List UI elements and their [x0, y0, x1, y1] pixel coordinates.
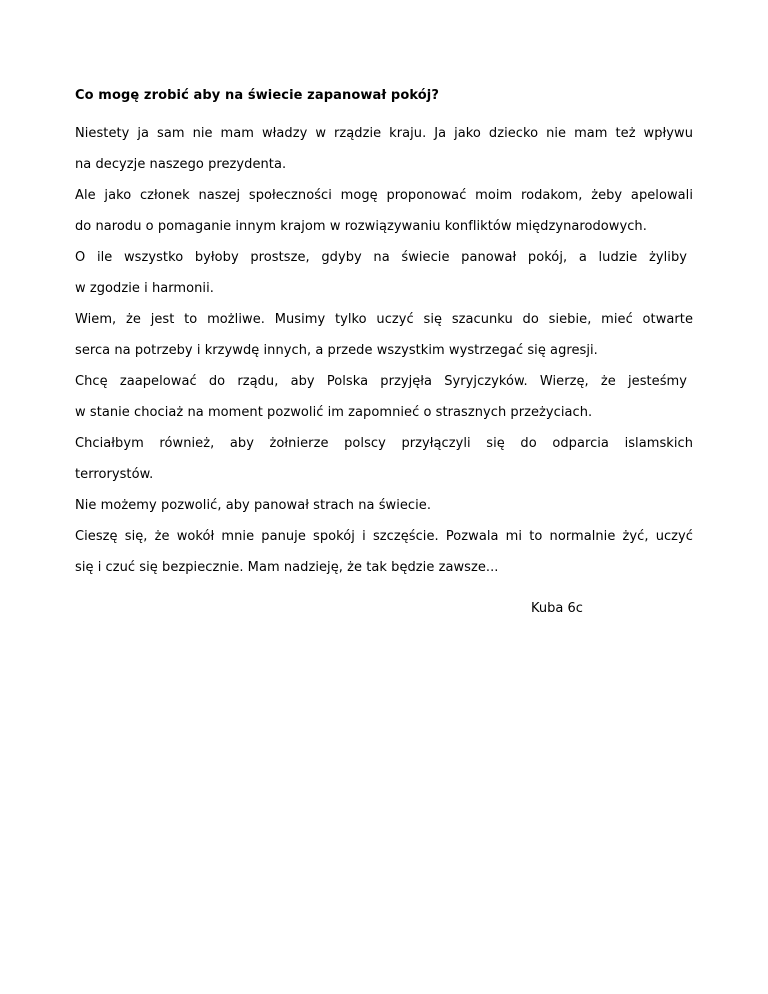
text-line: na decyzje naszego prezydenta. — [75, 157, 287, 172]
document-title: Co mogę zrobić aby na świecie zapanował pokój? — [75, 88, 439, 103]
text-line: Wiem, że jest to możliwe. Musimy tylko uczyć się szacunku do siebie, mieć otwarte — [75, 312, 693, 327]
text-line: do narodu o pomaganie innym krajom w rozwiązywaniu konfliktów międzynarodowych. — [75, 219, 647, 234]
author-signature: Kuba 6c — [531, 601, 583, 616]
text-line: Chcę zaapelować do rządu, aby Polska przyjęła Syryjczyków. Wierzę, że jesteśmy — [75, 374, 687, 389]
text-line: serca na potrzeby i krzywdę innych, a przede wszystkim wystrzegać się agresji. — [75, 343, 598, 358]
text-line: Cieszę się, że wokół mnie panuje spokój i szczęście. Pozwala mi to normalnie żyć, uczyć — [75, 529, 693, 544]
text-line: Nie możemy pozwolić, aby panował strach na świecie. — [75, 498, 432, 513]
text-line: Chciałbym również, aby żołnierze polscy przyłączyli się do odparcia islamskich — [75, 436, 693, 451]
text-line: terrorystów. — [75, 467, 154, 482]
text-line: Ale jako członek naszej społeczności mogę proponować moim rodakom, żeby apelowali — [75, 188, 693, 203]
text-line: O ile wszystko byłoby prostsze, gdyby na świecie panował pokój, a ludzie żyliby — [75, 250, 687, 265]
text-line: w stanie chociaż na moment pozwolić im zapomnieć o strasznych przeżyciach. — [75, 405, 593, 420]
text-line: w zgodzie i harmonii. — [75, 281, 214, 296]
text-line: się i czuć się bezpiecznie. Mam nadzieję, że tak będzie zawsze... — [75, 560, 499, 575]
text-line: Niestety ja sam nie mam władzy w rządzie kraju. Ja jako dziecko nie mam też wpływu — [75, 126, 693, 141]
